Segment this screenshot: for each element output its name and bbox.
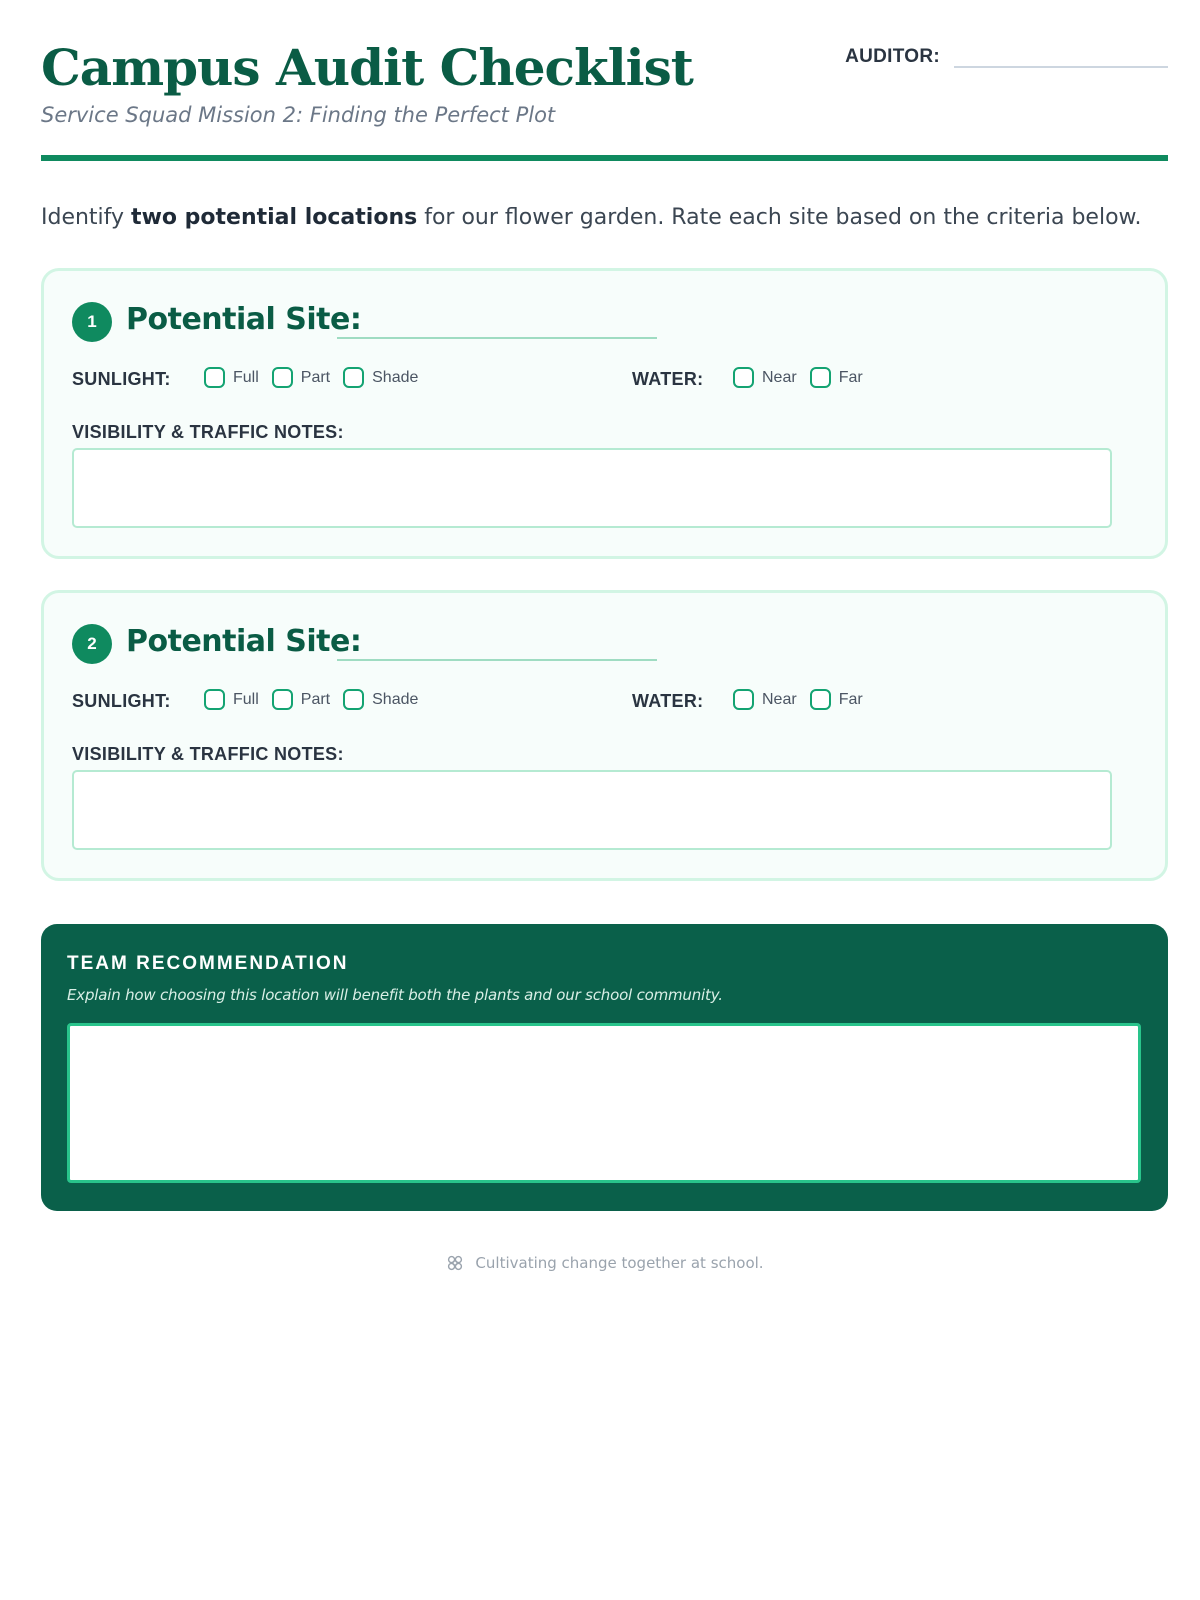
site-name-input-line[interactable] [337, 659, 657, 661]
instructions-end: for our flower garden. Rate each site based on the criteria below. [417, 205, 1142, 230]
water-label: WATER: [632, 369, 704, 389]
site-label: Potential Site: [126, 302, 362, 337]
checkbox[interactable] [733, 689, 754, 710]
flower-icon [445, 1253, 465, 1273]
option-label: Full [233, 690, 259, 708]
sunlight-option-part[interactable] [272, 689, 330, 710]
instructions [41, 205, 1142, 230]
instructions-emphasis: two potential locations [131, 205, 418, 230]
option-label: Near [762, 368, 797, 386]
notes-textarea[interactable] [72, 448, 1112, 528]
water-options [733, 367, 876, 388]
sunlight-label: SUNLIGHT: [72, 369, 171, 389]
checkbox[interactable] [204, 689, 225, 710]
option-label: Far [838, 690, 863, 708]
auditor-label: AUDITOR: [845, 46, 940, 67]
sunlight-label: SUNLIGHT: [72, 691, 171, 711]
water-label: WATER: [632, 691, 704, 711]
option-label: Near [762, 690, 797, 708]
recommendation-textarea[interactable] [67, 1023, 1141, 1183]
checkbox[interactable] [272, 367, 293, 388]
sunlight-option-full[interactable] [204, 689, 259, 710]
sunlight-option-full[interactable] [204, 367, 259, 388]
notes-textarea[interactable] [72, 770, 1112, 850]
notes-label: VISIBILITY & TRAFFIC NOTES: [72, 744, 344, 764]
checkbox[interactable] [810, 367, 831, 388]
sunlight-options [204, 367, 431, 388]
checkbox[interactable] [343, 367, 364, 388]
checkbox[interactable] [810, 689, 831, 710]
option-label: Part [300, 690, 331, 708]
auditor-field [845, 42, 1168, 68]
sunlight-option-shade[interactable] [343, 689, 418, 710]
site-number-badge: 2 [72, 624, 112, 664]
water-option-near[interactable] [733, 689, 797, 710]
instructions-start: Identify [41, 205, 132, 230]
checkbox[interactable] [733, 367, 754, 388]
site-number-badge: 1 [72, 302, 112, 342]
sunlight-options [204, 689, 431, 710]
footer [41, 1253, 1168, 1277]
footer-text: Cultivating change together at school. [475, 1254, 764, 1272]
checkbox[interactable] [272, 689, 293, 710]
sunlight-option-part[interactable] [272, 367, 330, 388]
option-label: Shade [372, 690, 419, 708]
water-option-near[interactable] [733, 367, 797, 388]
site-card-1 [41, 268, 1168, 559]
recommendation-subtitle: Explain how choosing this location will benefit both the plants and our school community. [67, 986, 723, 1004]
recommendation-title: TEAM RECOMMENDATION [67, 953, 349, 974]
audit-worksheet [41, 0, 1168, 1272]
auditor-input-line[interactable] [954, 42, 1168, 68]
water-option-far[interactable] [810, 689, 863, 710]
team-recommendation-panel [41, 924, 1168, 1211]
page-title: Campus Audit Checklist [41, 38, 693, 97]
sunlight-option-shade[interactable] [343, 367, 418, 388]
header-divider [41, 155, 1168, 161]
checkbox[interactable] [343, 689, 364, 710]
water-option-far[interactable] [810, 367, 863, 388]
option-label: Part [300, 368, 331, 386]
notes-label: VISIBILITY & TRAFFIC NOTES: [72, 422, 344, 442]
site-card-2 [41, 590, 1168, 881]
header [41, 0, 1168, 162]
checkbox[interactable] [204, 367, 225, 388]
site-name-input-line[interactable] [337, 337, 657, 339]
option-label: Full [233, 368, 259, 386]
site-label: Potential Site: [126, 624, 362, 659]
option-label: Shade [372, 368, 419, 386]
water-options [733, 689, 876, 710]
option-label: Far [838, 368, 863, 386]
page-subtitle: Service Squad Mission 2: Finding the Perfect Plot [41, 103, 556, 127]
